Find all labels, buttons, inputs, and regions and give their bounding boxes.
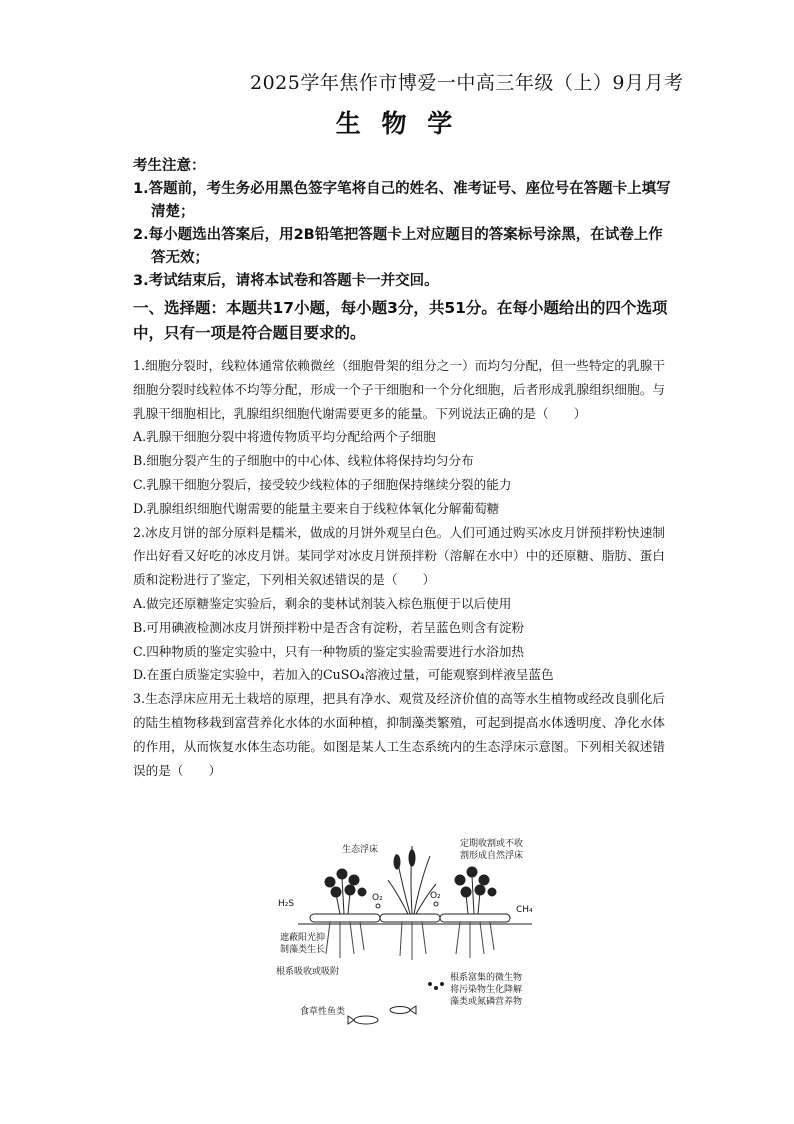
section-heading: 一、选择题：本题共17小题，每小题3分，共51分。在每小题给出的四个选项中，只有一项是符合题目要求的。 (133, 299, 668, 342)
floating-bed-diagram (270, 834, 570, 1034)
oxygen-bubble (434, 902, 438, 906)
label-o2-b: O₂ (430, 891, 441, 901)
label-shade-2: 制藻类生长 (280, 945, 326, 955)
option-b: B.细胞分裂产生的子细胞中的中心体、线粒体将保持均匀分布 (133, 453, 474, 469)
fish-drawing (348, 1006, 416, 1024)
question-list (133, 354, 665, 782)
label-microbe-2: 将污染物生化降解 (450, 985, 523, 995)
question-3 (133, 687, 665, 782)
question-2 (133, 521, 665, 688)
label-float-bed: 生态浮床 (342, 845, 379, 855)
label-harvest-1: 定期收割或不收 (460, 839, 524, 849)
option-d: D.乳腺组织细胞代谢需要的能量主要来自于线粒体氧化分解葡萄糖 (133, 500, 500, 516)
float-pad-left (310, 914, 380, 922)
option-b: B.可用碘液检测冰皮月饼预拌粉中是否含有淀粉，若呈蓝色则含有淀粉 (133, 619, 525, 635)
root-system (326, 922, 494, 960)
notice-block (133, 155, 673, 293)
label-root-absorb: 根系吸收或吸附 (276, 967, 340, 977)
question-stem: 2.冰皮月饼的部分原料是糯米，做成的月饼外观呈白色。人们可通过购买冰皮月饼预拌粉快速制作出好看又好吃的冰皮月饼。某同学对冰皮月饼预拌粉（溶解在水中）中的还原糖、脂肪、蛋白质和淀粉进行了鉴定，下列相关叙述错误的是（ ） (133, 524, 665, 588)
notice-item: 2.每小题选出答案后，用2B铅笔把答题卡上对应题目的答案标号涂黑，在试卷上作答无效； (133, 227, 663, 266)
notice-heading: 考生注意： (133, 158, 206, 174)
reed-cluster-middle (388, 846, 436, 914)
label-h2s: H₂S (278, 899, 295, 909)
question-stem: 3.生态浮床应用无土栽培的原理，把具有净水、观赏及经济价值的高等水生植物或经改良驯化后的陆生植物移栽到富营养化水体的水面种植，抑制藻类繁殖，可起到提高水体透明度、净化水体的作用，从而恢复水体生态功能。如图是某人工生态系统内的生态浮床示意图。下列相关叙述错误的是（ ） (133, 691, 665, 778)
label-microbe-3: 藻类或氮磷营养物 (450, 997, 523, 1007)
oxygen-bubble (376, 904, 380, 908)
label-shade-1: 遮蔽阳光抑 (280, 933, 326, 943)
label-microbe-1: 根系富集的微生物 (450, 973, 523, 983)
float-pad-middle (380, 914, 440, 922)
plant-cluster-right (455, 867, 496, 914)
question-1 (133, 354, 665, 521)
option-c: C.四种物质的鉴定实验中，只有一种物质的鉴定实验需要进行水浴加热 (133, 643, 525, 659)
float-pad-right (440, 914, 510, 922)
label-fish: 食草性鱼类 (300, 1007, 346, 1017)
notice-item: 1.答题前，考生务必用黑色签字笔将自己的姓名、准考证号、座位号在答题卡上填写清楚； (133, 181, 671, 220)
option-c: C.乳腺干细胞分裂后，接受较少线粒体的子细胞保持继续分裂的能力 (133, 476, 512, 492)
exam-title: 2025学年焦作市博爱一中高三年级（上）9月月考 (250, 72, 684, 94)
notice-item: 3.考试结束后，请将本试卷和答题卡一并交回。 (133, 273, 439, 289)
microbe-dots (428, 982, 444, 990)
question-stem: 1.细胞分裂时，线粒体通常依赖微丝（细胞骨架的组分之一）而均匀分配，但一些特定的乳腺干细胞分裂时线粒体不均等分配，形成一个子干细胞和一个分化细胞，后者形成乳腺组织细胞。与乳腺干细胞相比，乳腺组织细胞代谢需要更多的能量。下列说法正确的是（ ） (133, 358, 665, 421)
floating-bed-figure (270, 834, 570, 1034)
option-d: D.在蛋白质鉴定实验中，若加入的CuSO₄溶液过量，可能观察到样液呈蓝色 (133, 667, 554, 683)
label-harvest-2: 割形成自然浮床 (460, 851, 524, 861)
option-a: A.做完还原糖鉴定实验后，剩余的斐林试剂装入棕色瓶便于以后使用 (133, 595, 512, 611)
label-ch4: CH₄ (516, 905, 533, 915)
option-a: A.乳腺干细胞分裂中将遗传物质平均分配给两个子细胞 (133, 429, 436, 445)
label-o2-a: O₂ (372, 893, 383, 903)
subject-title: 生 物 学 (335, 109, 459, 138)
plant-cluster-left (325, 869, 366, 914)
